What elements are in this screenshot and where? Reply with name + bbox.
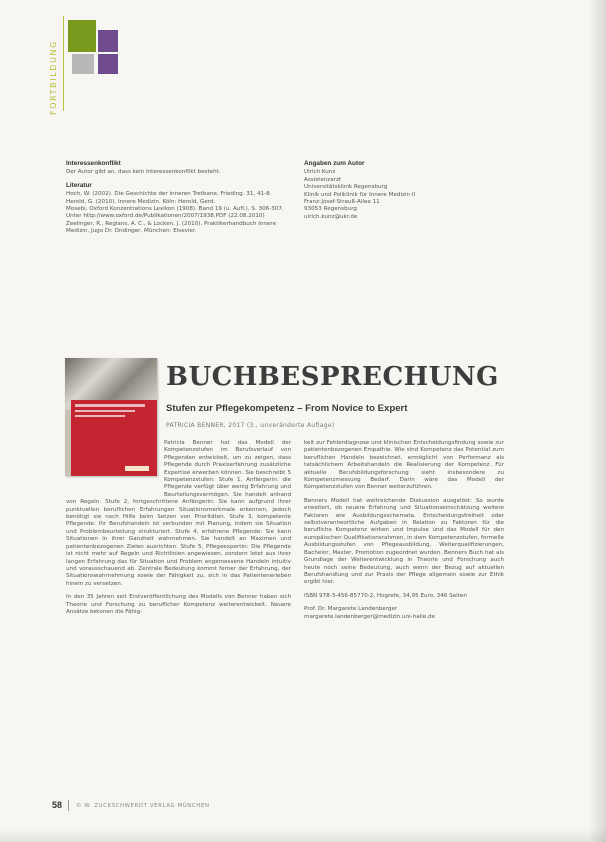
section-tab: FORTBILDUNG bbox=[49, 40, 58, 115]
review-body-right bbox=[304, 440, 504, 621]
reviewer-name: Prof. Dr. Margarete Landenberger bbox=[304, 606, 398, 613]
left-info-column bbox=[66, 160, 291, 236]
footer-divider bbox=[68, 800, 69, 811]
tab-divider bbox=[63, 16, 64, 111]
review-paragraph: In den 35 Jahren seit Erstveröffentlichung des Modells von Benner haben sich Theorie und Forschung zu beruflicher Kompetenz weiterentwickelt. Neuere Ansätze betonen die Fähig- bbox=[66, 594, 291, 615]
review-paragraph: Benners Modell hat weitreichende Diskussion ausgelöst: So wurde erweitert, ob neuere Erfahrung und Situationseinschätzung weitere Faktoren wie Ausbildungsschemata, Entscheidungsfreiheit oder selbstverantwortliche Aufgaben in Relation zu Faktoren für die berufliche Kompetenz wirken und Impulse und das Modell für den europäischen Qualifikationsrahmen, in dem Kompetenzstufen, formelle Ausbildungsstufen von Pflegeausbildung, Weiterqualifizierungen, Bachelor, Master, Promotion zugeordnet wurden. Benners Buch hat als Grundlage der Weiterentwicklung in Theorie und Forschung auch heute noch seine Bedeutung, auch wenn der Bezug auf aktuellen Berufshandlung und zur Praxis der Pflege allgemein sowie zur Ethik ergibt hier. bbox=[304, 497, 504, 586]
review-body-left bbox=[66, 440, 291, 622]
review-isbn: ISBN 978-3-456-85770-2, Hogrefe, 34,95 Euro, 346 Seiten bbox=[304, 592, 467, 599]
book-cover-title-line bbox=[75, 415, 125, 417]
literature-heading: Literatur bbox=[66, 181, 92, 189]
conflict-text: Der Autor gibt an, dass kein Interessenkonflikt besteht. bbox=[66, 169, 221, 176]
author-email[interactable]: ulrich.kunz@ukr.de bbox=[304, 213, 358, 220]
author-line: Klinik und Poliklinik für Innere Medizin II bbox=[304, 191, 416, 198]
literature-item: Zeelinger, R., Reglans, A. C., & Locken, J. (2010). Praktikerhandbuch Innere Medizin, Jugo Dr. Ondinger, München: Elsevier. bbox=[66, 220, 277, 235]
footer-publisher: © W. ZUCKSCHWERDT VERLAG MÜNCHEN bbox=[76, 803, 210, 809]
author-address bbox=[304, 169, 504, 221]
decor-square-purple bbox=[98, 54, 118, 74]
page-number: 58 bbox=[52, 800, 63, 810]
review-paragraph: keit zur Fehlerdiagnose und klinischen Entscheidungsfindung sowie zur patientenbezogenen Empathie. Wie sind Kompetenz das Potential zum beruflichen Handeln bezeichnet, ermöglicht von Performanz als tatsächlichem Arbeitshandeln die Realisierung der Kompetenz. Für aktuelle Berufsbildungsforschung sieht insbesondere zu Kompetenzmessung Bedarf. Darin wäre das Modell der Kompetenzstufen von Benner weiterzuführen. bbox=[304, 440, 504, 491]
literature-list bbox=[66, 191, 291, 235]
literature-item: Herold, G. (2010). Innere Medizin. Köln: Herold, Gerd. bbox=[66, 198, 216, 205]
review-title: BUCHBESPRECHUNG bbox=[166, 362, 499, 392]
scan-shadow-right bbox=[588, 0, 606, 842]
literature-item: Mosebi, Oxford Konzentrations Lexikon (1908). Band 19 (u. Aufl.), S. 306-307. Unter http://www.oxford.de/Publikationen/2007/1938.PDF (22.08.2010) bbox=[66, 206, 284, 220]
reviewer-email[interactable]: margarete.landenberger@medizin.uni-halle.de bbox=[304, 613, 435, 620]
scan-shadow-bottom bbox=[0, 828, 606, 842]
author-line: Universitätsklinik Regensburg bbox=[304, 184, 388, 191]
book-cover-title-line bbox=[75, 404, 145, 407]
author-line: Assistenzarzt bbox=[304, 176, 342, 183]
review-book-author: PATRICIA BENNER, 2017 (3., unveränderte Auflage) bbox=[166, 422, 335, 429]
book-cover-title-line bbox=[75, 410, 135, 412]
author-line: Franz-Josef-Strauß-Allee 11 bbox=[304, 199, 380, 206]
author-line: Ulrich Kunz bbox=[304, 169, 336, 176]
author-line: 93053 Regensburg bbox=[304, 206, 357, 213]
author-info-column bbox=[304, 160, 504, 221]
literature-item: Hoch, W. (2002). Die Geschichte der inneren Tretbane, Frieding. 31, 41-8. bbox=[66, 191, 272, 198]
decor-square-grey bbox=[72, 54, 94, 74]
decor-square-purple-top bbox=[98, 30, 118, 52]
review-paragraph: Patricia Benner hat das Modell der Kompetenzstufen im Berufsverlauf von Pflegenden entwickelt, um zu zeigen, dass Pflegende durch Praxiserfahrung zusätzliche Expertise erwerben können. Sie beschreibt 5 Kompetenzstufen: Stufe 1, Anfängerin: die Pflegende verfügt über wenig Erfahrung und Beurteilungsvermögen. Sie handelt anhand von Regeln. Stufe 2, fortgeschrittene Anfängerin: Sie kann aufgrund ihrer punktuellen beruflichen Erfahrungen Situationsmerkmale erkennen, jedoch benötigt sie noch Hilfe beim Setzen von Prioritäten. Stufe 3, kompetente Pflegende: Ihr Berufshandeln ist verbunden mit Planung, indem sie Situation und Problembeurteilung strukturiert. Stufe 4, erfahrene Pflegende: Sie kann Situationen in ihrer Ganzheit wahrnehmen. Sie handelt an Maximen und patientenbezogenen Zielen ausrichten. Stufe 5, Pflegeexpertin: Die Pflegende ist nicht mehr auf Regeln und Richtlinien angewiesen, sondern lotet aus ihrer langen Erfahrung das für Situation und Problem angemessene Handeln intuitiv und vorausschauend ab. Zentrale Bedeutung kommt ferner der Erfahrung, der Situationswahrnehmung sowie der Fähigkeit zu, sich in das Patientenerleben hinein zu versetzen. bbox=[66, 440, 291, 587]
review-subtitle: Stufen zur Pflegekompetenz – From Novice to Expert bbox=[166, 403, 408, 414]
decor-square-green bbox=[68, 20, 96, 52]
conflict-heading: Interessenkonflikt bbox=[66, 160, 121, 167]
author-heading: Angaben zum Autor bbox=[304, 160, 365, 167]
